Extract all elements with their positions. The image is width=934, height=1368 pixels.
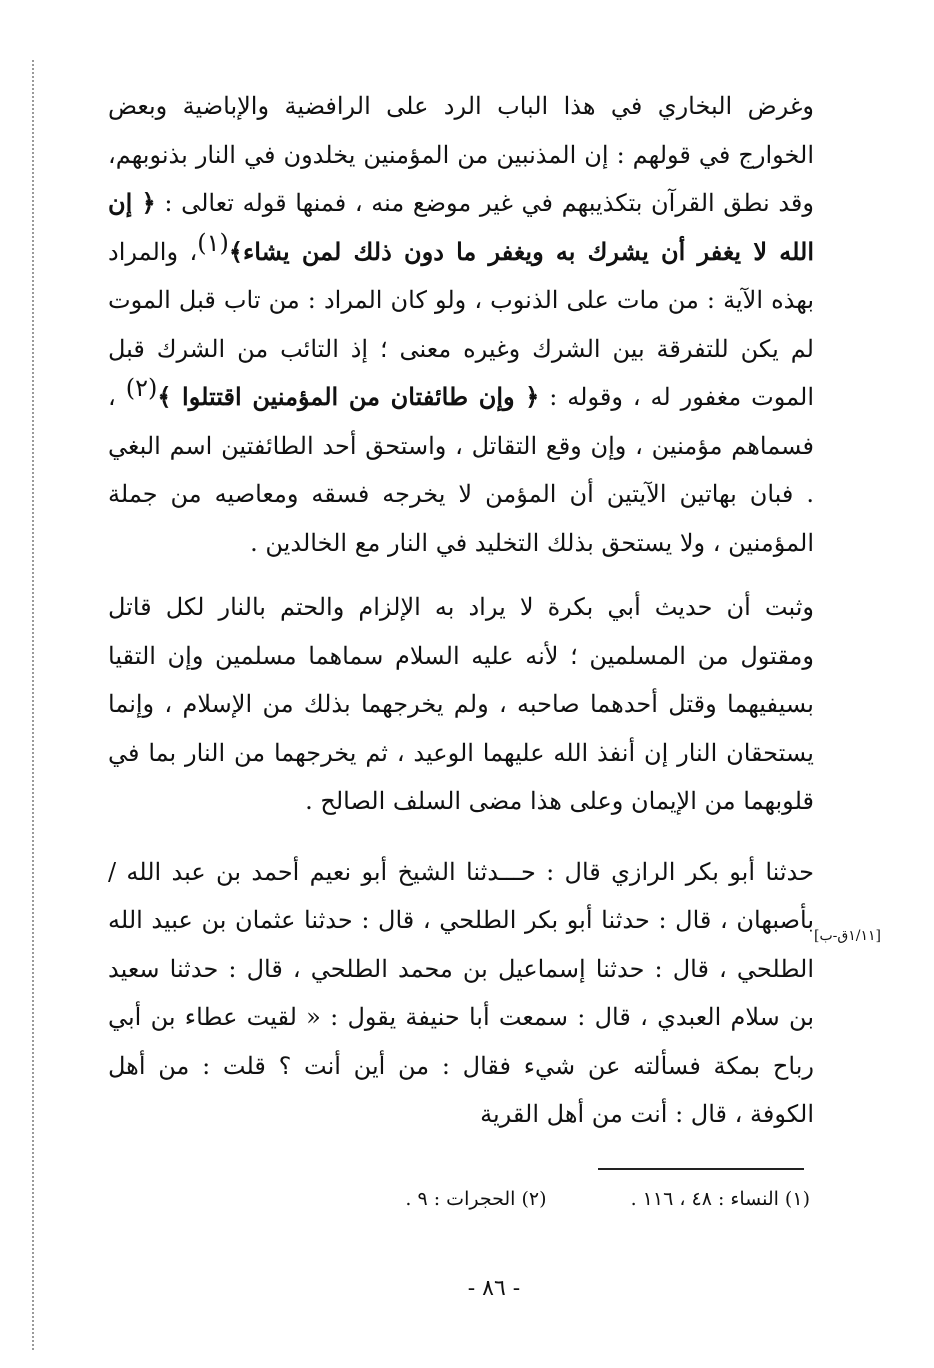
paragraph-3: حدثنا أبو بكر الرازي قال : حـــدثنا الشيخ أبو نعيم أحمد بن عبد الله / بأصبهان ، قال : حدثنا أبو بكر الطلحي ، قال : حدثنا عثمان بن عبيد الله الطلحي ، قال : حدثنا إسماعيل بن محمد الطلحي ، قال : حدثنا سعيد بن سلام العبدي ، قال : سمعت أبا حنيفة يقول : « لقيت عطاء بن أبي رباح بمكة فسألته عن شيء فقال : من أين أنت ؟ قلت : من أهل الكوفة ، قال : أنت من أهل القرية — [108, 857, 814, 1128]
quran-verse-1: ﴿ إن الله لا يغفر أن يشرك به ويغفر ما دون ذلك لمن يشاء﴾ — [108, 188, 815, 266]
paragraph-1-text-a: وغرض البخاري في هذا الباب الرد على الرافضية والإباضية وبعض الخوارج في قولهم : إن المذنبين من المؤمنين يخلدون في النار بذنوبهم، وقد نطق القرآن بتكذيبهم في غير موضع منه ، فمنها قوله تعالى : — [108, 92, 814, 217]
footnote-divider — [598, 1168, 804, 1170]
main-text — [108, 82, 814, 1139]
footnote-1: (١) النساء : ٤٨ ، ١١٦ . — [630, 1188, 810, 1210]
paragraph-2: وثبت أن حديث أبي بكرة لا يراد به الإلزام والحتم بالنار لكل قاتل ومقتول من المسلمين ؛ لأنه عليه السلام سماهما مسلمين وإن التقيا بسيفيهما وقتل أحدهما صاحبه ، ولم يخرجهما بذلك من الإسلام ، وإنما يستحقان النار إن أنفذ الله عليهما الوعيد ، ثم يخرجهما من النار بما في قلوبهما من الإيمان وعلى هذا مضى السلف الصالح . — [108, 593, 814, 815]
footnote-marker-1: (١) — [197, 228, 229, 257]
footnote-marker-2: (٢) — [125, 374, 158, 402]
quran-verse-2: ﴿ وإن طائفتان من المؤمنين اقتتلوا ﴾ — [157, 382, 540, 411]
footnotes — [270, 1188, 810, 1210]
footnote-2: (٢) الحجرات : ٩ . — [405, 1188, 547, 1210]
page-number: - ٨٦ - — [467, 1276, 521, 1301]
paragraph-1-text-c: ، فسماهم مؤمنين ، وإن وقع التقاتل ، واستحق أحد الطائفتين اسم البغي . فبان بهاتين الآيتين أن المؤمن لا يخرجه فسقه ومعاصيه من جملة المؤمنين ، ولا يستحق بذلك التخليد في النار مع الخالدين . — [108, 383, 814, 557]
paragraph-1 — [108, 82, 814, 567]
binding-dotted-line — [32, 60, 34, 1350]
manuscript-folio-note: [١/١١ق-ب] — [814, 928, 881, 944]
paragraph-1-text-b: ، والمراد بهذه الآية : من مات على الذنوب ، ولو كان المراد : من تاب قبل الموت لم يكن للتفرقة بين الشرك وغيره معنى ؛ إذ التائب من الشرك قبل الموت مغفور له ، وقوله : — [108, 237, 815, 411]
